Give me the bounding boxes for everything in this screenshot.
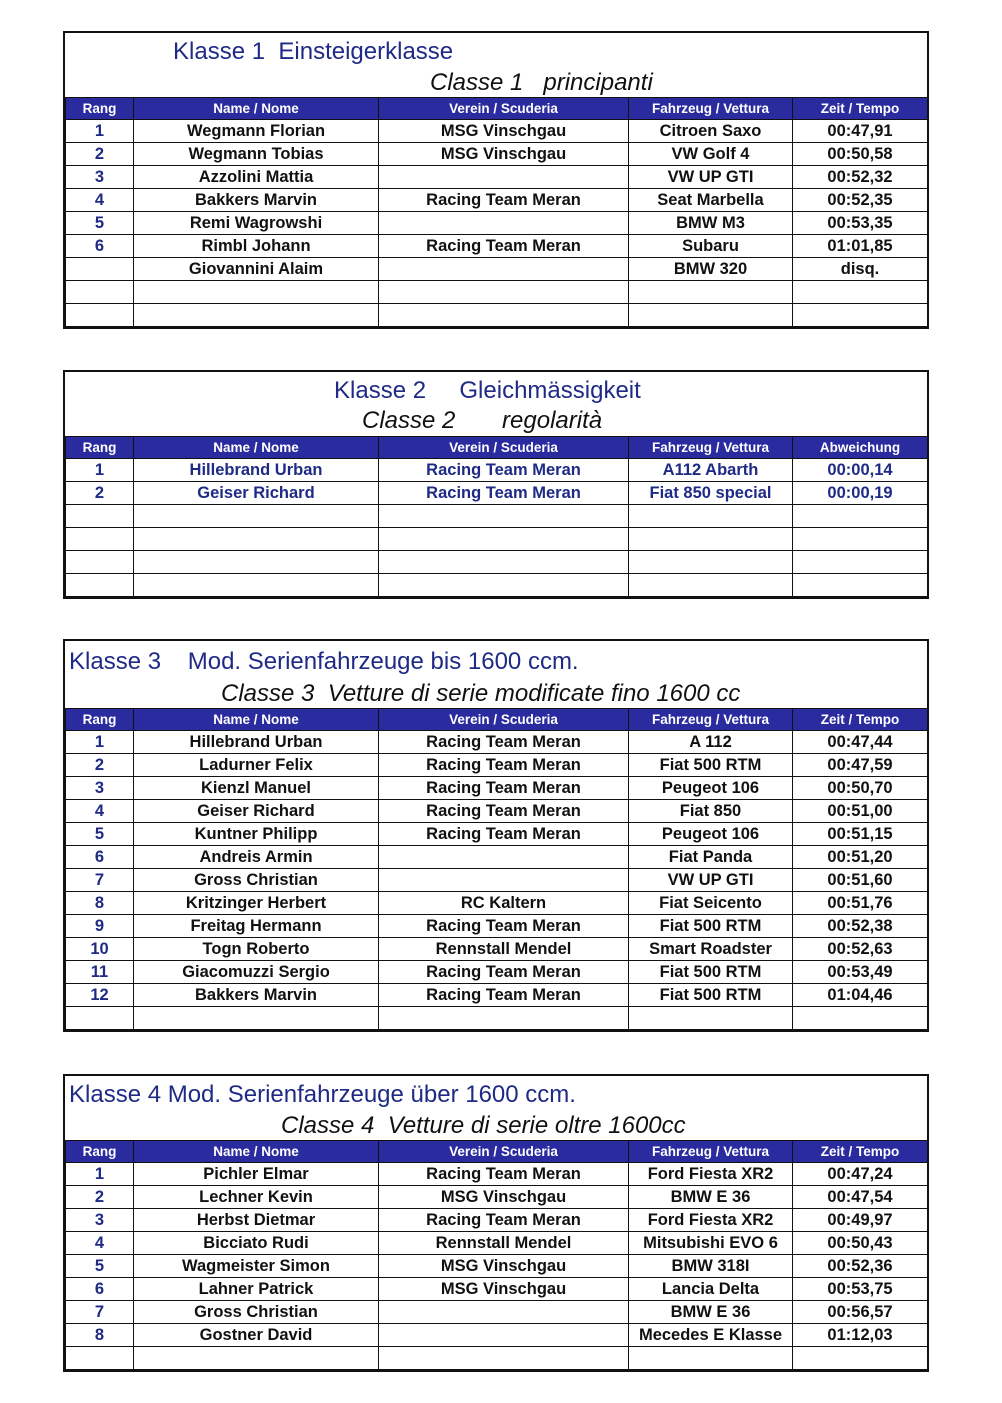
car-cell: [629, 528, 793, 551]
class1-title-box: [65, 33, 927, 97]
club-cell: MSG Vinschgau: [379, 1278, 629, 1301]
class1-title-de: Klasse 1 Einsteigerklasse: [173, 38, 454, 65]
car-cell: Mitsubishi EVO 6: [629, 1232, 793, 1255]
table-row: [66, 869, 928, 892]
club-cell: Racing Team Meran: [379, 754, 629, 777]
car-cell: [629, 281, 793, 304]
table-row: [66, 754, 928, 777]
car-cell: [629, 551, 793, 574]
car-cell: VW Golf 4: [629, 143, 793, 166]
time-cell: 00:47,44: [793, 731, 928, 754]
time-cell: 01:04,46: [793, 984, 928, 1007]
club-cell: [379, 1347, 629, 1370]
table-row: [66, 731, 928, 754]
class4-title-de: Klasse 4 Mod. Serienfahrzeuge über 1600 ccm.: [69, 1081, 576, 1108]
time-cell: 00:53,75: [793, 1278, 928, 1301]
header-verein: Verein / Scuderia: [379, 1141, 629, 1163]
table-row: [66, 143, 928, 166]
time-cell: 00:51,00: [793, 800, 928, 823]
class4-title-it: Classe 4 Vetture di serie oltre 1600cc: [281, 1112, 686, 1139]
time-cell: 00:52,35: [793, 189, 928, 212]
club-cell: [379, 574, 629, 597]
header-zeit: Zeit / Tempo: [793, 709, 928, 731]
table-row: [66, 1186, 928, 1209]
header-rang: Rang: [66, 98, 134, 120]
class3-title-it: Classe 3 Vetture di serie modificate fino 1600 cc: [221, 680, 741, 707]
table-row: [66, 1278, 928, 1301]
name-cell: [134, 1347, 379, 1370]
club-cell: Racing Team Meran: [379, 482, 629, 505]
car-cell: A112 Abarth: [629, 459, 793, 482]
table-row: [66, 1209, 928, 1232]
car-cell: Fiat 500 RTM: [629, 754, 793, 777]
rank-cell: 7: [66, 869, 134, 892]
header-name: Name / Nome: [134, 437, 379, 459]
club-cell: Racing Team Meran: [379, 961, 629, 984]
time-cell: [793, 304, 928, 327]
name-cell: Wegmann Florian: [134, 120, 379, 143]
table-row: [66, 235, 928, 258]
rank-cell: 3: [66, 1209, 134, 1232]
time-cell: 00:52,63: [793, 938, 928, 961]
table-row: [66, 258, 928, 281]
club-cell: Rennstall Mendel: [379, 1232, 629, 1255]
time-cell: [793, 528, 928, 551]
time-cell: 01:01,85: [793, 235, 928, 258]
table-row: [66, 1007, 928, 1030]
rank-cell: 8: [66, 1324, 134, 1347]
class2-title-it: Classe 2 regolarità: [362, 407, 603, 434]
rank-cell: 3: [66, 777, 134, 800]
table-row: [66, 551, 928, 574]
name-cell: Bakkers Marvin: [134, 984, 379, 1007]
time-cell: 00:50,43: [793, 1232, 928, 1255]
car-cell: Fiat 850: [629, 800, 793, 823]
name-cell: Lahner Patrick: [134, 1278, 379, 1301]
name-cell: Freitag Hermann: [134, 915, 379, 938]
header-name: Name / Nome: [134, 1141, 379, 1163]
table-row: [66, 961, 928, 984]
car-cell: Fiat 500 RTM: [629, 961, 793, 984]
table-row: [66, 1255, 928, 1278]
car-cell: Lancia Delta: [629, 1278, 793, 1301]
name-cell: Hillebrand Urban: [134, 459, 379, 482]
header-verein: Verein / Scuderia: [379, 709, 629, 731]
car-cell: Fiat Panda: [629, 846, 793, 869]
time-cell: 00:47,59: [793, 754, 928, 777]
table-row: [66, 1347, 928, 1370]
class3-table: [65, 708, 928, 1030]
header-abweichung: Abweichung: [793, 437, 928, 459]
car-cell: Fiat 500 RTM: [629, 915, 793, 938]
club-cell: [379, 304, 629, 327]
rank-cell: 1: [66, 120, 134, 143]
rank-cell: 6: [66, 846, 134, 869]
table-row: [66, 823, 928, 846]
club-cell: [379, 166, 629, 189]
rank-cell: 2: [66, 482, 134, 505]
class1-table: [65, 97, 928, 327]
table-row: [66, 1301, 928, 1324]
rank-cell: [66, 1347, 134, 1370]
car-cell: [629, 1007, 793, 1030]
car-cell: [629, 1347, 793, 1370]
header-name: Name / Nome: [134, 709, 379, 731]
name-cell: Bicciato Rudi: [134, 1232, 379, 1255]
name-cell: Geiser Richard: [134, 482, 379, 505]
header-zeit: Zeit / Tempo: [793, 98, 928, 120]
header-fahrzeug: Fahrzeug / Vettura: [629, 437, 793, 459]
name-cell: Gross Christian: [134, 869, 379, 892]
time-cell: 00:52,36: [793, 1255, 928, 1278]
rank-cell: 5: [66, 1255, 134, 1278]
rank-cell: 4: [66, 189, 134, 212]
car-cell: VW UP GTI: [629, 869, 793, 892]
car-cell: Fiat Seicento: [629, 892, 793, 915]
header-rang: Rang: [66, 437, 134, 459]
club-cell: Racing Team Meran: [379, 1163, 629, 1186]
name-cell: Herbst Dietmar: [134, 1209, 379, 1232]
name-cell: Gostner David: [134, 1324, 379, 1347]
time-cell: 00:51,15: [793, 823, 928, 846]
rank-cell: [66, 528, 134, 551]
header-verein: Verein / Scuderia: [379, 437, 629, 459]
time-cell: [793, 1007, 928, 1030]
club-cell: MSG Vinschgau: [379, 1255, 629, 1278]
table-row: [66, 1324, 928, 1347]
table-row: [66, 528, 928, 551]
name-cell: [134, 574, 379, 597]
table-row: [66, 1163, 928, 1186]
class3-block: [63, 639, 929, 1032]
club-cell: [379, 505, 629, 528]
club-cell: MSG Vinschgau: [379, 143, 629, 166]
rank-cell: 2: [66, 1186, 134, 1209]
table-row: [66, 915, 928, 938]
car-cell: [629, 505, 793, 528]
header-rang: Rang: [66, 709, 134, 731]
club-cell: [379, 1007, 629, 1030]
class2-title-de: Klasse 2 Gleichmässigkeit: [334, 377, 641, 404]
name-cell: [134, 505, 379, 528]
club-cell: [379, 869, 629, 892]
name-cell: Ladurner Felix: [134, 754, 379, 777]
rank-cell: 2: [66, 754, 134, 777]
car-cell: BMW M3: [629, 212, 793, 235]
name-cell: [134, 551, 379, 574]
car-cell: Peugeot 106: [629, 823, 793, 846]
header-rang: Rang: [66, 1141, 134, 1163]
time-cell: 00:56,57: [793, 1301, 928, 1324]
car-cell: Seat Marbella: [629, 189, 793, 212]
time-cell: [793, 551, 928, 574]
club-cell: [379, 1301, 629, 1324]
name-cell: Rimbl Johann: [134, 235, 379, 258]
car-cell: Mecedes E Klasse: [629, 1324, 793, 1347]
name-cell: Giacomuzzi Sergio: [134, 961, 379, 984]
time-cell: 00:47,91: [793, 120, 928, 143]
time-cell: [793, 1347, 928, 1370]
club-cell: Rennstall Mendel: [379, 938, 629, 961]
table-header: [66, 98, 928, 120]
car-cell: BMW E 36: [629, 1301, 793, 1324]
table-row: [66, 304, 928, 327]
car-cell: [629, 304, 793, 327]
time-cell: [793, 574, 928, 597]
time-cell: 00:52,32: [793, 166, 928, 189]
table-row: [66, 777, 928, 800]
header-verein: Verein / Scuderia: [379, 98, 629, 120]
table-header: [66, 709, 928, 731]
table-row: [66, 892, 928, 915]
table-row: [66, 984, 928, 1007]
name-cell: Pichler Elmar: [134, 1163, 379, 1186]
time-cell: 00:51,60: [793, 869, 928, 892]
header-zeit: Zeit / Tempo: [793, 1141, 928, 1163]
club-cell: RC Kaltern: [379, 892, 629, 915]
name-cell: Wegmann Tobias: [134, 143, 379, 166]
table-row: [66, 459, 928, 482]
club-cell: Racing Team Meran: [379, 984, 629, 1007]
time-cell: disq.: [793, 258, 928, 281]
time-cell: 00:50,58: [793, 143, 928, 166]
class1-title-it: Classe 1 principanti: [430, 69, 653, 96]
table-row: [66, 212, 928, 235]
car-cell: Peugeot 106: [629, 777, 793, 800]
car-cell: VW UP GTI: [629, 166, 793, 189]
car-cell: Ford Fiesta XR2: [629, 1163, 793, 1186]
rank-cell: [66, 281, 134, 304]
time-cell: 00:53,49: [793, 961, 928, 984]
rank-cell: 1: [66, 1163, 134, 1186]
time-cell: 00:53,35: [793, 212, 928, 235]
club-cell: [379, 846, 629, 869]
class3-title-de: Klasse 3 Mod. Serienfahrzeuge bis 1600 ccm.: [69, 648, 579, 675]
rank-cell: 12: [66, 984, 134, 1007]
club-cell: Racing Team Meran: [379, 823, 629, 846]
rank-cell: 7: [66, 1301, 134, 1324]
table-row: [66, 938, 928, 961]
rank-cell: 1: [66, 731, 134, 754]
table-row: [66, 120, 928, 143]
time-cell: 00:50,70: [793, 777, 928, 800]
rank-cell: [66, 304, 134, 327]
rank-cell: [66, 505, 134, 528]
car-cell: Subaru: [629, 235, 793, 258]
table-header: [66, 437, 928, 459]
table-row: [66, 1232, 928, 1255]
club-cell: [379, 528, 629, 551]
car-cell: BMW E 36: [629, 1186, 793, 1209]
name-cell: Lechner Kevin: [134, 1186, 379, 1209]
car-cell: Fiat 850 special: [629, 482, 793, 505]
class2-table: [65, 436, 928, 597]
class4-block: [63, 1074, 929, 1372]
rank-cell: 6: [66, 1278, 134, 1301]
club-cell: [379, 212, 629, 235]
name-cell: Kuntner Philipp: [134, 823, 379, 846]
club-cell: [379, 258, 629, 281]
class3-title-box: [65, 641, 927, 708]
club-cell: Racing Team Meran: [379, 459, 629, 482]
car-cell: Smart Roadster: [629, 938, 793, 961]
header-fahrzeug: Fahrzeug / Vettura: [629, 709, 793, 731]
car-cell: Ford Fiesta XR2: [629, 1209, 793, 1232]
club-cell: [379, 281, 629, 304]
name-cell: Azzolini Mattia: [134, 166, 379, 189]
table-row: [66, 574, 928, 597]
name-cell: Wagmeister Simon: [134, 1255, 379, 1278]
rank-cell: 4: [66, 1232, 134, 1255]
table-header: [66, 1141, 928, 1163]
name-cell: Andreis Armin: [134, 846, 379, 869]
time-cell: 00:00,14: [793, 459, 928, 482]
table-row: [66, 166, 928, 189]
time-cell: [793, 505, 928, 528]
rank-cell: 10: [66, 938, 134, 961]
rank-cell: 9: [66, 915, 134, 938]
car-cell: BMW 318I: [629, 1255, 793, 1278]
car-cell: [629, 574, 793, 597]
time-cell: 00:49,97: [793, 1209, 928, 1232]
club-cell: Racing Team Meran: [379, 800, 629, 823]
class2-title-box: [65, 372, 927, 436]
class4-title-box: [65, 1076, 927, 1140]
name-cell: [134, 304, 379, 327]
name-cell: Giovannini Alaim: [134, 258, 379, 281]
rank-cell: [66, 1007, 134, 1030]
rank-cell: 8: [66, 892, 134, 915]
time-cell: 00:00,19: [793, 482, 928, 505]
header-fahrzeug: Fahrzeug / Vettura: [629, 1141, 793, 1163]
rank-cell: 3: [66, 166, 134, 189]
rank-cell: [66, 258, 134, 281]
class2-block: [63, 370, 929, 599]
car-cell: Citroen Saxo: [629, 120, 793, 143]
rank-cell: 5: [66, 212, 134, 235]
table-row: [66, 800, 928, 823]
header-fahrzeug: Fahrzeug / Vettura: [629, 98, 793, 120]
rank-cell: 5: [66, 823, 134, 846]
table-row: [66, 505, 928, 528]
table-row: [66, 281, 928, 304]
club-cell: [379, 551, 629, 574]
rank-cell: 6: [66, 235, 134, 258]
club-cell: Racing Team Meran: [379, 1209, 629, 1232]
header-name: Name / Nome: [134, 98, 379, 120]
class1-block: [63, 31, 929, 329]
name-cell: [134, 1007, 379, 1030]
car-cell: Fiat 500 RTM: [629, 984, 793, 1007]
club-cell: Racing Team Meran: [379, 777, 629, 800]
rank-cell: 1: [66, 459, 134, 482]
table-row: [66, 846, 928, 869]
name-cell: Bakkers Marvin: [134, 189, 379, 212]
rank-cell: 4: [66, 800, 134, 823]
time-cell: 00:47,54: [793, 1186, 928, 1209]
name-cell: Gross Christian: [134, 1301, 379, 1324]
car-cell: BMW 320: [629, 258, 793, 281]
name-cell: [134, 281, 379, 304]
time-cell: 00:52,38: [793, 915, 928, 938]
name-cell: [134, 528, 379, 551]
rank-cell: [66, 574, 134, 597]
class4-table: [65, 1140, 928, 1370]
rank-cell: [66, 551, 134, 574]
name-cell: Remi Wagrowshi: [134, 212, 379, 235]
name-cell: Kienzl Manuel: [134, 777, 379, 800]
club-cell: MSG Vinschgau: [379, 120, 629, 143]
time-cell: 01:12,03: [793, 1324, 928, 1347]
club-cell: Racing Team Meran: [379, 189, 629, 212]
name-cell: Hillebrand Urban: [134, 731, 379, 754]
table-row: [66, 189, 928, 212]
name-cell: Togn Roberto: [134, 938, 379, 961]
time-cell: [793, 281, 928, 304]
club-cell: Racing Team Meran: [379, 235, 629, 258]
club-cell: Racing Team Meran: [379, 731, 629, 754]
time-cell: 00:51,20: [793, 846, 928, 869]
name-cell: Geiser Richard: [134, 800, 379, 823]
club-cell: Racing Team Meran: [379, 915, 629, 938]
car-cell: A 112: [629, 731, 793, 754]
club-cell: MSG Vinschgau: [379, 1186, 629, 1209]
rank-cell: 11: [66, 961, 134, 984]
table-row: [66, 482, 928, 505]
club-cell: [379, 1324, 629, 1347]
rank-cell: 2: [66, 143, 134, 166]
time-cell: 00:51,76: [793, 892, 928, 915]
time-cell: 00:47,24: [793, 1163, 928, 1186]
name-cell: Kritzinger Herbert: [134, 892, 379, 915]
